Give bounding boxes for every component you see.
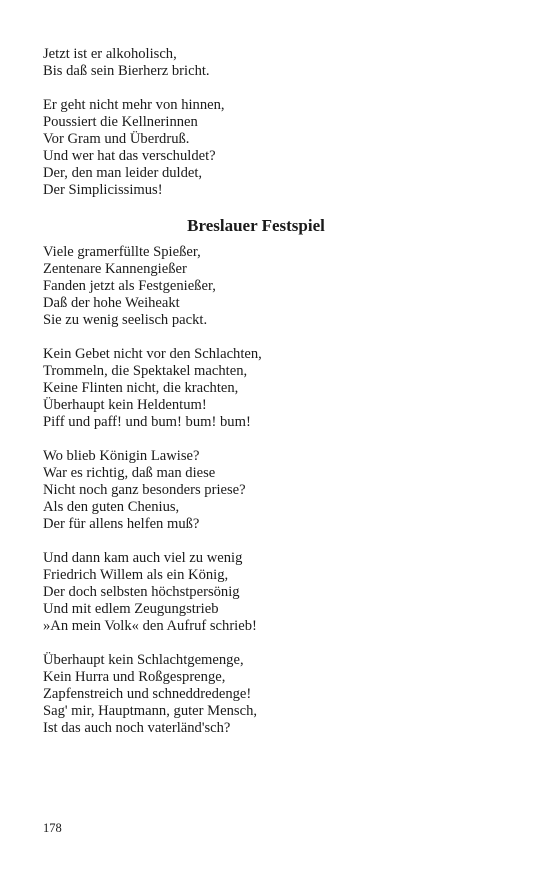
verse-line: Sag' mir, Hauptmann, guter Mensch, bbox=[43, 703, 258, 719]
verse-line: Vor Gram und Überdruß. bbox=[43, 131, 190, 147]
verse-line: Und wer hat das verschuldet? bbox=[43, 148, 216, 164]
verse-line: War es richtig, daß man diese bbox=[43, 465, 216, 481]
verse-line: Fanden jetzt als Festgenießer, bbox=[43, 278, 216, 294]
verse-line: Der, den man leider duldet, bbox=[43, 165, 203, 181]
verse-line: Kein Hurra und Roßgesprenge, bbox=[43, 669, 226, 685]
verse-line: »An mein Volk« den Aufruf schrieb! bbox=[43, 618, 257, 634]
verse-line: Zapfenstreich und schneddredenge! bbox=[43, 686, 252, 702]
stanza bbox=[43, 652, 513, 737]
verse-line: Als den guten Chenius, bbox=[43, 499, 180, 515]
verse-line: Und dann kam auch viel zu wenig bbox=[43, 550, 243, 566]
verse-line: Und mit edlem Zeugungstrieb bbox=[43, 601, 219, 617]
verse-line: Keine Flinten nicht, die krachten, bbox=[43, 380, 239, 396]
stanza bbox=[43, 550, 513, 635]
verse-line: Überhaupt kein Schlachtgemenge, bbox=[43, 652, 244, 668]
verse-line: Er geht nicht mehr von hinnen, bbox=[43, 97, 225, 113]
verse-line: Der für allens helfen muß? bbox=[43, 516, 200, 532]
poem-title: Breslauer Festspiel bbox=[187, 216, 325, 235]
page-number: 178 bbox=[43, 821, 62, 835]
verse-line: Ist das auch noch vaterländ'sch? bbox=[43, 720, 231, 736]
verse-line: Poussiert die Kellnerinnen bbox=[43, 114, 198, 130]
verse-line: Viele gramerfüllte Spießer, bbox=[43, 244, 201, 260]
verse-line: Überhaupt kein Heldentum! bbox=[43, 397, 207, 413]
verse-line: Nicht noch ganz besonders priese? bbox=[43, 482, 246, 498]
verse-line: Der Simplicissimus! bbox=[43, 182, 163, 198]
verse-line: Friedrich Willem als ein König, bbox=[43, 567, 229, 583]
verse-line: Bis daß sein Bierherz bricht. bbox=[43, 63, 210, 79]
verse-line: Piff und paff! und bum! bum! bum! bbox=[43, 414, 251, 430]
verse-line: Zentenare Kannengießer bbox=[43, 261, 187, 277]
verse-line: Jetzt ist er alkoholisch, bbox=[43, 46, 177, 62]
verse-line: Trommeln, die Spektakel machten, bbox=[43, 363, 248, 379]
stanza bbox=[43, 97, 513, 199]
verse-line: Sie zu wenig seelisch packt. bbox=[43, 312, 208, 328]
page-body bbox=[43, 46, 513, 754]
verse-line: Kein Gebet nicht vor den Schlachten, bbox=[43, 346, 262, 362]
verse-line: Wo blieb Königin Lawise? bbox=[43, 448, 200, 464]
stanza bbox=[43, 46, 513, 80]
stanza bbox=[43, 448, 513, 533]
verse-line: Der doch selbsten höchstpersönig bbox=[43, 584, 240, 600]
verse-line: Daß der hohe Weiheakt bbox=[43, 295, 180, 311]
stanza bbox=[43, 244, 513, 329]
stanza bbox=[43, 346, 513, 431]
